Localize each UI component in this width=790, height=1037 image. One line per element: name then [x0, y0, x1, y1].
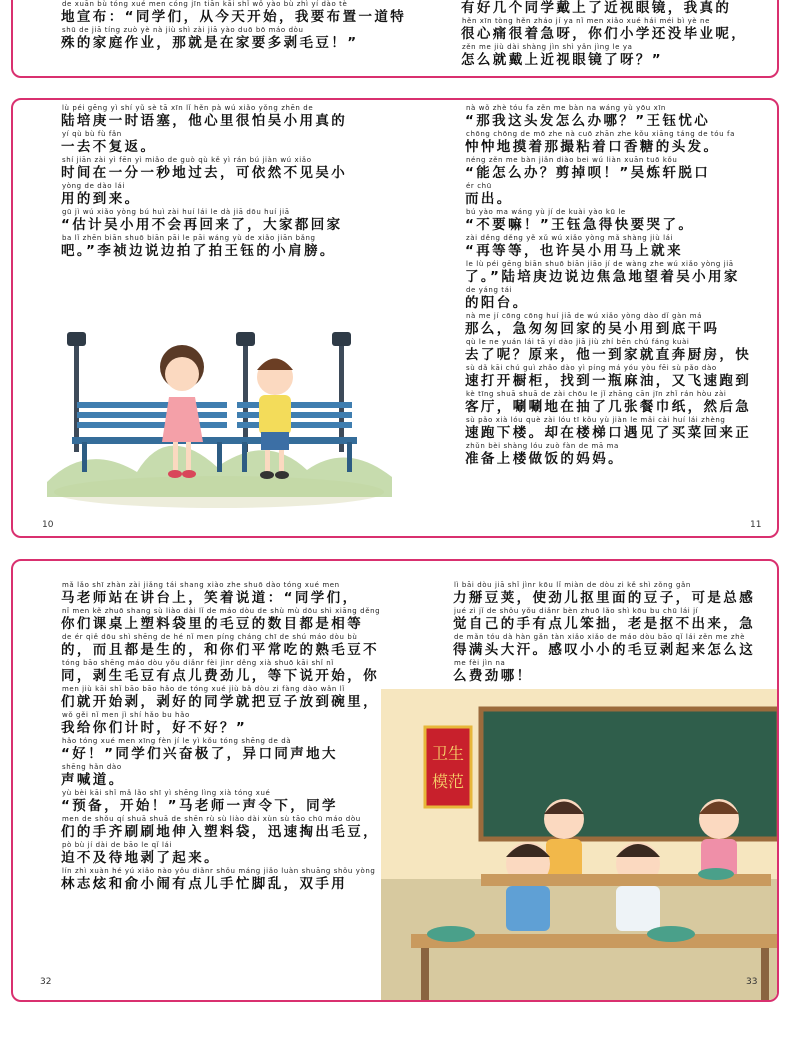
pinyin-line: pò bù jí dài de bāo le qǐ lái [62, 841, 172, 849]
chinese-text-line: 陆培庚一时语塞，他心里很怕吴小用真的 [61, 113, 348, 129]
chinese-text-line: 速打开橱柜，找到一瓶麻油，又飞速跑到 [465, 373, 752, 389]
chinese-text-line: 你们课桌上塑料袋里的毛豆的数目都是相等 [61, 616, 364, 632]
chinese-text-line: 一去不复返。 [61, 139, 157, 155]
text-line [465, 312, 751, 338]
pinyin-line: gū jì wú xiǎo yòng bú huì zài huí lái le dà jiā dōu huí jiā [62, 208, 290, 216]
text-line [61, 26, 406, 52]
text-line [453, 659, 755, 685]
chinese-text-line: 声喊道。 [61, 772, 125, 788]
page-card-top [11, 0, 779, 78]
text-column-left [61, 0, 406, 52]
pinyin-line: me fèi jìn na [454, 659, 506, 667]
text-column-left [61, 104, 347, 260]
pinyin-line: shēng hǎn dào [62, 763, 122, 771]
text-line [61, 156, 347, 182]
chinese-text-line: “估计吴小用不会再回来了，大家都回家 [61, 217, 343, 233]
pinyin-line: wǒ gěi nǐ men jì shí hǎo bu hǎo [62, 711, 190, 719]
classroom-illustration [381, 689, 779, 1002]
text-line [61, 130, 347, 156]
text-line [461, 43, 747, 69]
page-card-bottom [11, 559, 779, 1002]
text-column-right [461, 0, 747, 69]
pinyin-line: yí qù bù fù fǎn [62, 130, 122, 138]
pinyin-line: le lù péi gēng biān shuō biān jiāo jí de wàng zhe wú xiǎo yòng jiā [466, 260, 734, 268]
text-line [61, 659, 380, 685]
chinese-text-line: 们的手齐刷刷地伸入塑料袋，迅速掏出毛豆， [61, 824, 379, 840]
text-line [61, 633, 380, 659]
chinese-text-line: 而出。 [465, 191, 513, 207]
pinyin-line: qù le ne yuán lái tā yí dào jiā jiù zhí bēn chú fáng kuài [466, 338, 690, 346]
text-line [61, 208, 347, 234]
pinyin-line: nà me jí cōng cōng huí jiā de wú xiǎo yòng dào dǐ gàn má [466, 312, 703, 320]
text-line [461, 0, 747, 17]
chinese-text-line: 地宣布：“同学们，从今天开始，我要布置一道特 [61, 9, 407, 25]
chinese-text-line: 们就开始剥，剥好的同学就把豆子放到碗里， [61, 694, 379, 710]
pinyin-line: men jiù kāi shǐ bāo bāo hǎo de tóng xué jiù bǎ dòu zi fàng dào wǎn lǐ [62, 685, 345, 693]
text-line [465, 442, 751, 468]
text-line [61, 104, 347, 130]
pinyin-line: yòng de dào lái [62, 182, 125, 190]
page-number-left: 10 [42, 520, 54, 530]
chinese-text-line: “能怎么办？剪掉呗！”吴炼轩脱口 [465, 165, 711, 181]
chinese-text-line: 了。”陆培庚边说边焦急地望着吴小用家 [465, 269, 740, 285]
chinese-text-line: 很心痛很着急呀，你们小学还没毕业呢， [461, 26, 748, 42]
text-line [61, 607, 380, 633]
pinyin-line: ér chū [466, 182, 492, 190]
text-column-right [465, 104, 751, 468]
pinyin-line: de xuān bù tóng xué men cóng jīn tiān kāi shǐ wǒ yào bù zhì yí dào tè [62, 0, 348, 8]
text-line [465, 390, 751, 416]
pinyin-line: de mǎn tóu dà hàn gǎn tàn xiǎo xiǎo de máo dòu bāo qǐ lái zěn me zhè [454, 633, 746, 641]
chinese-text-line: 觉自己的手有点儿笨拙，老是抠不出来，急 [453, 616, 756, 632]
pinyin-line: bú yào ma wáng yù jí de kuài yào kū le [466, 208, 626, 216]
pinyin-line: nǐ men kě zhuō shang sù liào dài lǐ de máo dòu de shù mù dōu shì xiāng děng [62, 607, 381, 615]
text-line [465, 260, 751, 286]
text-line [61, 581, 380, 607]
chinese-text-line: 那么，急匆匆回家的吴小用到底干吗 [465, 321, 720, 337]
chinese-text-line: 么费劲哪！ [453, 668, 533, 684]
text-line [61, 685, 380, 711]
pinyin-line: ba lǐ zhēn biān shuō biān pāi le pāi wáng yù de xiǎo jiān bǎng [62, 234, 316, 242]
pinyin-line: jué zì jǐ de shǒu yǒu diǎnr bèn zhuō lǎo shì kōu bu chū lái jí [454, 607, 699, 615]
chinese-text-line: 去了呢？原来，他一到家就直奔厨房，快 [465, 347, 752, 363]
pinyin-line: nà wǒ zhè tóu fa zěn me bàn na wáng yù yōu xīn [466, 104, 666, 112]
pinyin-line: mǎ lǎo shī zhàn zài jiǎng tái shang xiào zhe shuō dào tóng xué men [62, 581, 340, 589]
pinyin-line: hěn xīn tòng hěn zháo jí ya nǐ men xiǎo xué hái méi bì yè ne [462, 17, 710, 25]
text-line [61, 789, 380, 815]
chinese-text-line: 速跑下楼。却在楼梯口遇见了买菜回来正 [465, 425, 752, 441]
chinese-text-line: 马老师站在讲台上，笑着说道：“同学们， [61, 590, 359, 606]
text-line [465, 104, 751, 130]
pinyin-line: men de shǒu qí shuā shuā de shēn rù sù liào dài xùn sù tāo chū máo dòu [62, 815, 361, 823]
page-card-middle [11, 98, 779, 538]
text-line [453, 581, 755, 607]
pinyin-line: yù bèi kāi shǐ mǎ lǎo shī yì shēng lìng xià tóng xué [62, 789, 271, 797]
chinese-text-line: 忡忡地摸着那撮粘着口香糖的头发。 [465, 139, 720, 155]
text-line [465, 286, 751, 312]
chinese-text-line: “那我这头发怎么办哪？”王钰忧心 [465, 113, 711, 129]
pinyin-line: zhǔn bèi shàng lóu zuò fàn de mā ma [466, 442, 619, 450]
chinese-text-line: 力掰豆荚，使劲儿抠里面的豆子，可是总感 [453, 590, 756, 606]
text-line [465, 208, 751, 234]
banner-text: 卫生 [431, 744, 465, 763]
chinese-text-line: 客厅，唰唰地在抽了几张餐巾纸，然后急 [465, 399, 752, 415]
pinyin-line: sù dǎ kāi chú guì zhǎo dào yì píng má yóu yòu fēi sù pǎo dào [466, 364, 717, 372]
text-line [61, 841, 380, 867]
text-column-left [61, 581, 380, 893]
chinese-text-line: 同，剥生毛豆有点儿费劲儿，等下说开始，你 [61, 668, 379, 684]
pinyin-line: de ér qiě dōu shì shēng de hé nǐ men píng cháng chī de shú máo dòu bù [62, 633, 358, 641]
pinyin-line: sù pǎo xià lóu què zài lóu tī kǒu yù jiàn le mǎi cài huí lái zhèng [466, 416, 726, 424]
chinese-text-line: 怎么就戴上近视眼镜了呀？” [461, 52, 664, 68]
chinese-text-line: 得满头大汗。感叹小小的毛豆剥起来怎么这 [453, 642, 756, 658]
chinese-text-line: “不要嘛！”王钰急得快要哭了。 [465, 217, 695, 233]
chinese-text-line: 殊的家庭作业，那就是在家要多剥毛豆！” [61, 35, 359, 51]
pinyin-line: lì bāi dòu jiā shǐ jìnr kōu lǐ miàn de dòu zi kě shì zǒng gǎn [454, 581, 691, 589]
chinese-text-line: 林志炫和俞小闹有点儿手忙脚乱，双手用 [61, 876, 348, 892]
pinyin-line: kè tīng shuā shuā de zài chōu le jǐ zhāng cān jīn zhǐ rán hòu zài [466, 390, 727, 398]
pinyin-line: lín zhì xuàn hé yú xiǎo nào yǒu diǎnr shǒu máng jiǎo luàn shuāng shǒu yòng [62, 867, 376, 875]
pinyin-line: hǎo tóng xué men xīng fèn jí le yì kǒu tóng shēng de dà [62, 737, 292, 745]
chinese-text-line: 的阳台。 [465, 295, 529, 311]
pinyin-line: shí jiān zài yì fēn yì miǎo de guò qù kě yì rán bú jiàn wú xiǎo [62, 156, 312, 164]
text-line [465, 156, 751, 182]
text-line [461, 17, 747, 43]
banner [425, 727, 471, 807]
pinyin-line: néng zěn me bàn jiǎn diào bei wú liàn xuān tuō kǒu [466, 156, 678, 164]
text-line [465, 182, 751, 208]
chinese-text-line: 用的到来。 [61, 191, 141, 207]
pinyin-line: lù péi gēng yì shí yǔ sè tā xīn lǐ hěn pà wú xiǎo yǒng zhēn de [62, 104, 314, 112]
pinyin-line: shū de jiā tíng zuò yè nà jiù shì zài jiā yào duō bō máo dòu [62, 26, 304, 34]
chinese-text-line: 准备上楼做饭的妈妈。 [465, 451, 624, 467]
chinese-text-line: 迫不及待地剥了起来。 [61, 850, 220, 866]
chinese-text-line: “再等等，也许吴小用马上就来 [465, 243, 683, 259]
page-number-right: 11 [750, 520, 762, 530]
student-figure [616, 842, 660, 931]
pinyin-line: tóng bāo shēng máo dòu yǒu diǎnr fèi jìnr děng xià shuō kāi shǐ nǐ [62, 659, 334, 667]
text-column-right [453, 581, 755, 685]
text-line [465, 130, 751, 156]
text-line [61, 234, 347, 260]
text-line [61, 737, 380, 763]
pinyin-line: de yáng tái [466, 286, 513, 294]
text-line [465, 416, 751, 442]
student-figure [506, 842, 550, 931]
text-line [61, 815, 380, 841]
text-line [61, 182, 347, 208]
pinyin-line: zěn me jiù dài shàng jìn shì yǎn jìng le ya [462, 43, 633, 51]
chinese-text-line: 的，而且都是生的，和你们平常吃的熟毛豆不 [61, 642, 379, 658]
text-line [61, 763, 380, 789]
chinese-text-line: 有好几个同学戴上了近视眼镜，我真的 [461, 0, 732, 16]
text-line [61, 711, 380, 737]
pinyin-line: zài děng děng yě xǔ wú xiǎo yòng mǎ shàng jiù lái [466, 234, 674, 242]
text-line [61, 0, 406, 26]
text-line [453, 607, 755, 633]
text-line [465, 364, 751, 390]
chinese-text-line: 时间在一分一秒地过去，可依然不见吴小 [61, 165, 348, 181]
text-line [61, 867, 380, 893]
chinese-text-line: “好！”同学们兴奋极了，异口同声地大 [61, 746, 338, 762]
chinese-text-line: 吧。”李祯边说边拍了拍王钰的小肩膀。 [61, 243, 336, 259]
page-number-left: 32 [40, 977, 52, 987]
chinese-text-line: 我给你们计时，好不好？” [61, 720, 248, 736]
text-line [453, 633, 755, 659]
text-line [465, 234, 751, 260]
chinese-text-line: “预备，开始！”马老师一声令下，同学 [61, 798, 338, 814]
pinyin-line: chōng chōng de mō zhe nà cuō zhān zhe kǒu xiāng táng de tóu fa [466, 130, 735, 138]
page-number-right: 33 [746, 977, 758, 987]
park-illustration [47, 322, 392, 512]
text-line [465, 338, 751, 364]
svg-text:模范: 模范 [431, 772, 465, 791]
